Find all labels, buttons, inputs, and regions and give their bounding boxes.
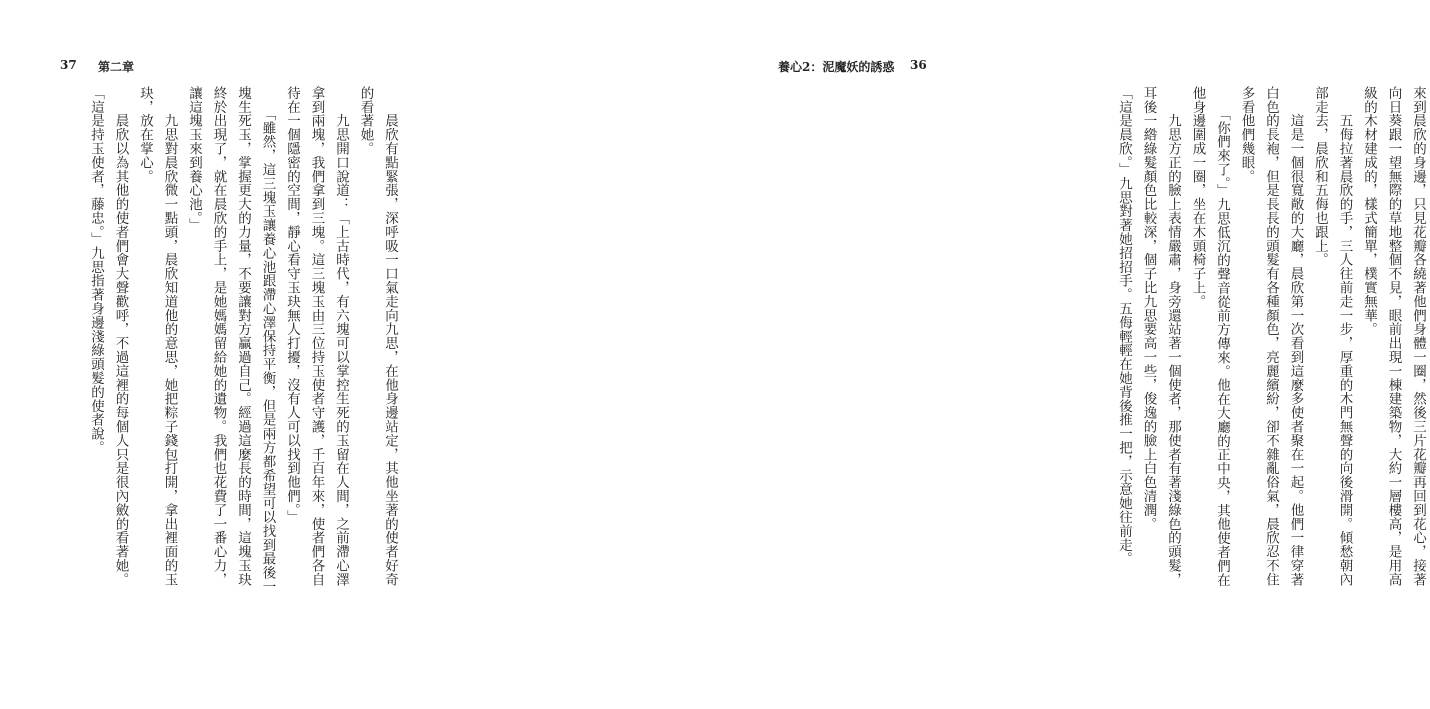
text-column: 「這是持玉使者，藤忠。」九思指著身邊淺綠頭髮的使者說。 [88, 86, 104, 455]
text-column: 晨欣以為其他的使者們會大聲歡呼，不過這裡的每個人只是很內斂的看著她。 [112, 86, 129, 587]
right-page-number: 36 [910, 58, 927, 72]
text-column: 白色的長袍，但是長長的頭髮有各種顏色，亮麗繽紛，卻不雜亂俗氣，晨欣忍不住 [1263, 86, 1279, 587]
text-column: 五侮拉著晨欣的手，三人往前走一步，厚重的木門無聲的向後滑開。傾愁朝內 [1336, 86, 1353, 587]
text-column: 「雖然，這三塊玉讓養心池跟滯心澤保持平衡，但是兩方都希望可以找到最後一 [259, 86, 276, 594]
right-page-body [1052, 86, 1430, 606]
text-column: 拿到兩塊，我們拿到三塊。這三塊玉由三位持玉使者守護，千百年來，使者們各自 [308, 86, 325, 587]
text-column: 九思方正的臉上表情嚴肅，身旁還站著一個使者，那使者有著淺綠色的頭髮， [1165, 86, 1181, 587]
left-page-body [72, 86, 402, 606]
text-column: 級的木材建成的，樣式簡單，樸實無華。 [1361, 86, 1377, 337]
left-running-head: 第二章 [98, 60, 135, 74]
text-column: 終於出現了，就在晨欣的手上，是她媽媽留給她的遺物。我們也花費了一番心力， [210, 86, 227, 587]
text-column: 「你們來了。」九思低沉的聲音從前方傳來。他在大廳的正中央，其他使者們在 [1214, 86, 1230, 587]
text-column: 部走去，晨欣和五侮也跟上。 [1312, 86, 1328, 267]
left-page [0, 0, 500, 709]
text-column: 塊生死玉，掌握更大的力量，不要讓對方贏過自己。經過這麼長的時間，這塊玉玦 [235, 86, 251, 587]
text-column: 晨欣有點緊張，深呼吸一口氣走向九思，在他身邊站定，其他坐著的使者好奇 [382, 86, 398, 587]
text-column: 耳後一綹綠髮顏色比較深，個子比九思要高一些，俊逸的臉上白色清潤。 [1140, 86, 1157, 531]
text-column: 九思開口說道：「上古時代，有六塊可以掌控生死的玉留在人間，之前滯心澤 [333, 86, 349, 587]
text-column: 讓這塊玉來到養心池。」 [186, 86, 202, 233]
text-column: 待在一個隱密的空間，靜心看守玉玦無人打擾，沒有人可以找到他們。」 [284, 86, 300, 525]
text-column: 向日葵跟一望無際的草地整個不見，眼前出現一棟建築物，大約一層樓高，是用高 [1385, 86, 1402, 587]
text-column: 九思對晨欣微一點頭，晨欣知道他的意思，她把粽子錢包打開，拿出裡面的玉 [161, 86, 178, 587]
right-running-head: 養心2：泥魔妖的誘惑 [778, 60, 895, 74]
text-column: 來到晨欣的身邊，只見花瓣各繞著他們身體一圈，然後三片花瓣再回到花心，接著 [1410, 86, 1426, 587]
text-column: 這是一個很寬敞的大廳，晨欣第一次看到這麼多使者聚在一起。他們一律穿著 [1287, 86, 1304, 587]
right-page [500, 0, 1426, 709]
text-column: 玦，放在掌心。 [137, 86, 153, 184]
text-column: 多看他們幾眼。 [1238, 86, 1255, 184]
left-page-number: 37 [60, 58, 77, 72]
text-column: 的看著她。 [357, 86, 374, 156]
text-column: 「這是晨欣。」九思對著她招招手。五侮輕輕在她背後推一把，示意她往前走。 [1116, 86, 1132, 566]
text-column: 他身邊圍成一圈，坐在木頭椅子上。 [1189, 86, 1206, 309]
